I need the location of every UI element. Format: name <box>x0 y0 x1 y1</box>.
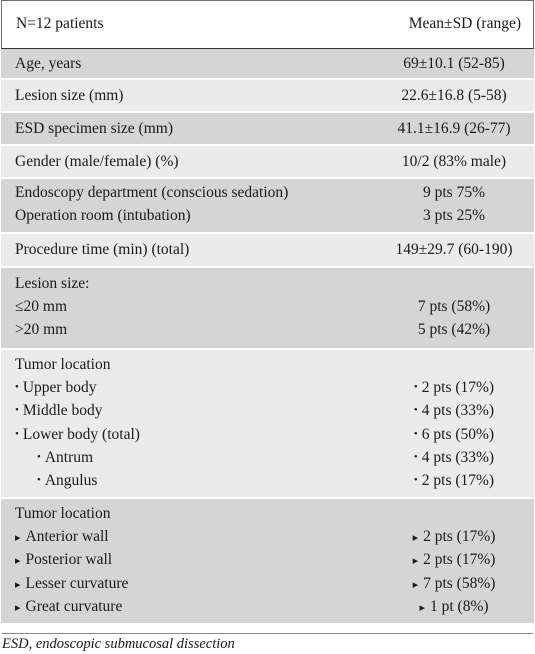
row-label: Age, years <box>15 55 82 72</box>
bullet-icon: • <box>15 381 19 394</box>
row-label: >20 mm <box>15 321 68 339</box>
row-label: Lower body (total) <box>22 425 140 443</box>
row-label: Angulus <box>44 471 98 489</box>
table-footnote: ESD, endoscopic submucosal dissection <box>2 633 533 653</box>
row-value: 2 pts (17%) <box>421 379 495 397</box>
row-value: 10/2 (83% male) <box>401 153 507 170</box>
table-row <box>1 146 534 179</box>
table-row <box>1 49 534 80</box>
row-label: Procedure time (min) (total) <box>15 241 190 258</box>
row-value: 22.6±16.8 (5-58) <box>401 87 507 104</box>
bullet-icon: • <box>37 450 41 463</box>
arrow-right-icon: ▸ <box>15 555 21 568</box>
arrow-right-icon: ▸ <box>15 532 21 545</box>
patient-characteristics-table <box>1 0 534 623</box>
table-row <box>1 499 534 623</box>
arrow-right-icon: ▸ <box>412 578 419 591</box>
bullet-icon: • <box>15 427 19 440</box>
row-label: Operation room (intubation) <box>15 207 191 225</box>
bullet-icon: • <box>413 450 418 463</box>
bullet-icon: • <box>37 473 41 486</box>
bullet-icon: • <box>413 473 418 486</box>
table-row <box>1 268 534 350</box>
bullet-icon: • <box>15 404 19 417</box>
row-value: 4 pts (33%) <box>421 402 495 420</box>
row-label: Posterior wall <box>25 551 113 569</box>
header-left: N=12 patients <box>16 15 104 32</box>
row-label: Anterior wall <box>25 528 109 546</box>
arrow-right-icon: ▸ <box>412 532 419 545</box>
row-value: 1 pt (8%) <box>429 597 489 615</box>
row-label: Tumor location <box>15 356 111 373</box>
table-header <box>1 0 534 49</box>
bullet-icon: • <box>413 381 418 394</box>
table-row <box>1 179 534 234</box>
row-value: 6 pts (50%) <box>421 425 495 443</box>
row-label: Lesser curvature <box>25 574 129 592</box>
row-label: Lesion size: <box>15 275 90 292</box>
arrow-right-icon: ▸ <box>15 578 21 591</box>
table-row <box>1 350 534 499</box>
row-value: 7 pts (58%) <box>423 574 496 592</box>
table-row <box>1 234 534 268</box>
row-value: 7 pts (58%) <box>417 298 491 316</box>
table-row <box>1 113 534 146</box>
row-value: 9 pts 75% <box>423 184 485 201</box>
row-value: 69±10.1 (52-85) <box>403 55 505 72</box>
row-value: 3 pts 25% <box>423 207 485 225</box>
row-value: 41.1±16.9 (26-77) <box>397 120 511 137</box>
row-label: Lesion size (mm) <box>15 87 124 104</box>
row-label: Middle body <box>22 402 103 420</box>
row-value: 4 pts (33%) <box>421 448 495 466</box>
row-label: ≤20 mm <box>15 298 67 316</box>
row-label: Great curvature <box>25 597 123 615</box>
row-value: 5 pts (42%) <box>417 321 491 339</box>
row-label: Endoscopy department (conscious sedation) <box>15 184 289 201</box>
row-label: Antrum <box>44 448 94 466</box>
row-value: 149±29.7 (60-190) <box>395 241 513 258</box>
arrow-right-icon: ▸ <box>15 601 21 614</box>
arrow-right-icon: ▸ <box>419 601 425 614</box>
row-label: ESD specimen size (mm) <box>15 120 173 137</box>
row-value: 2 pts (17%) <box>423 528 496 546</box>
row-label: Upper body <box>22 379 97 397</box>
row-value: 2 pts (17%) <box>423 551 496 569</box>
header-right: Mean±SD (range) <box>408 15 521 32</box>
bullet-icon: • <box>413 427 418 440</box>
row-label: Tumor location <box>15 505 111 522</box>
row-value: 2 pts (17%) <box>421 471 495 489</box>
bullet-icon: • <box>413 404 418 417</box>
row-label: Gender (male/female) (%) <box>15 153 179 170</box>
table-row <box>1 80 534 113</box>
arrow-right-icon: ▸ <box>412 555 419 568</box>
